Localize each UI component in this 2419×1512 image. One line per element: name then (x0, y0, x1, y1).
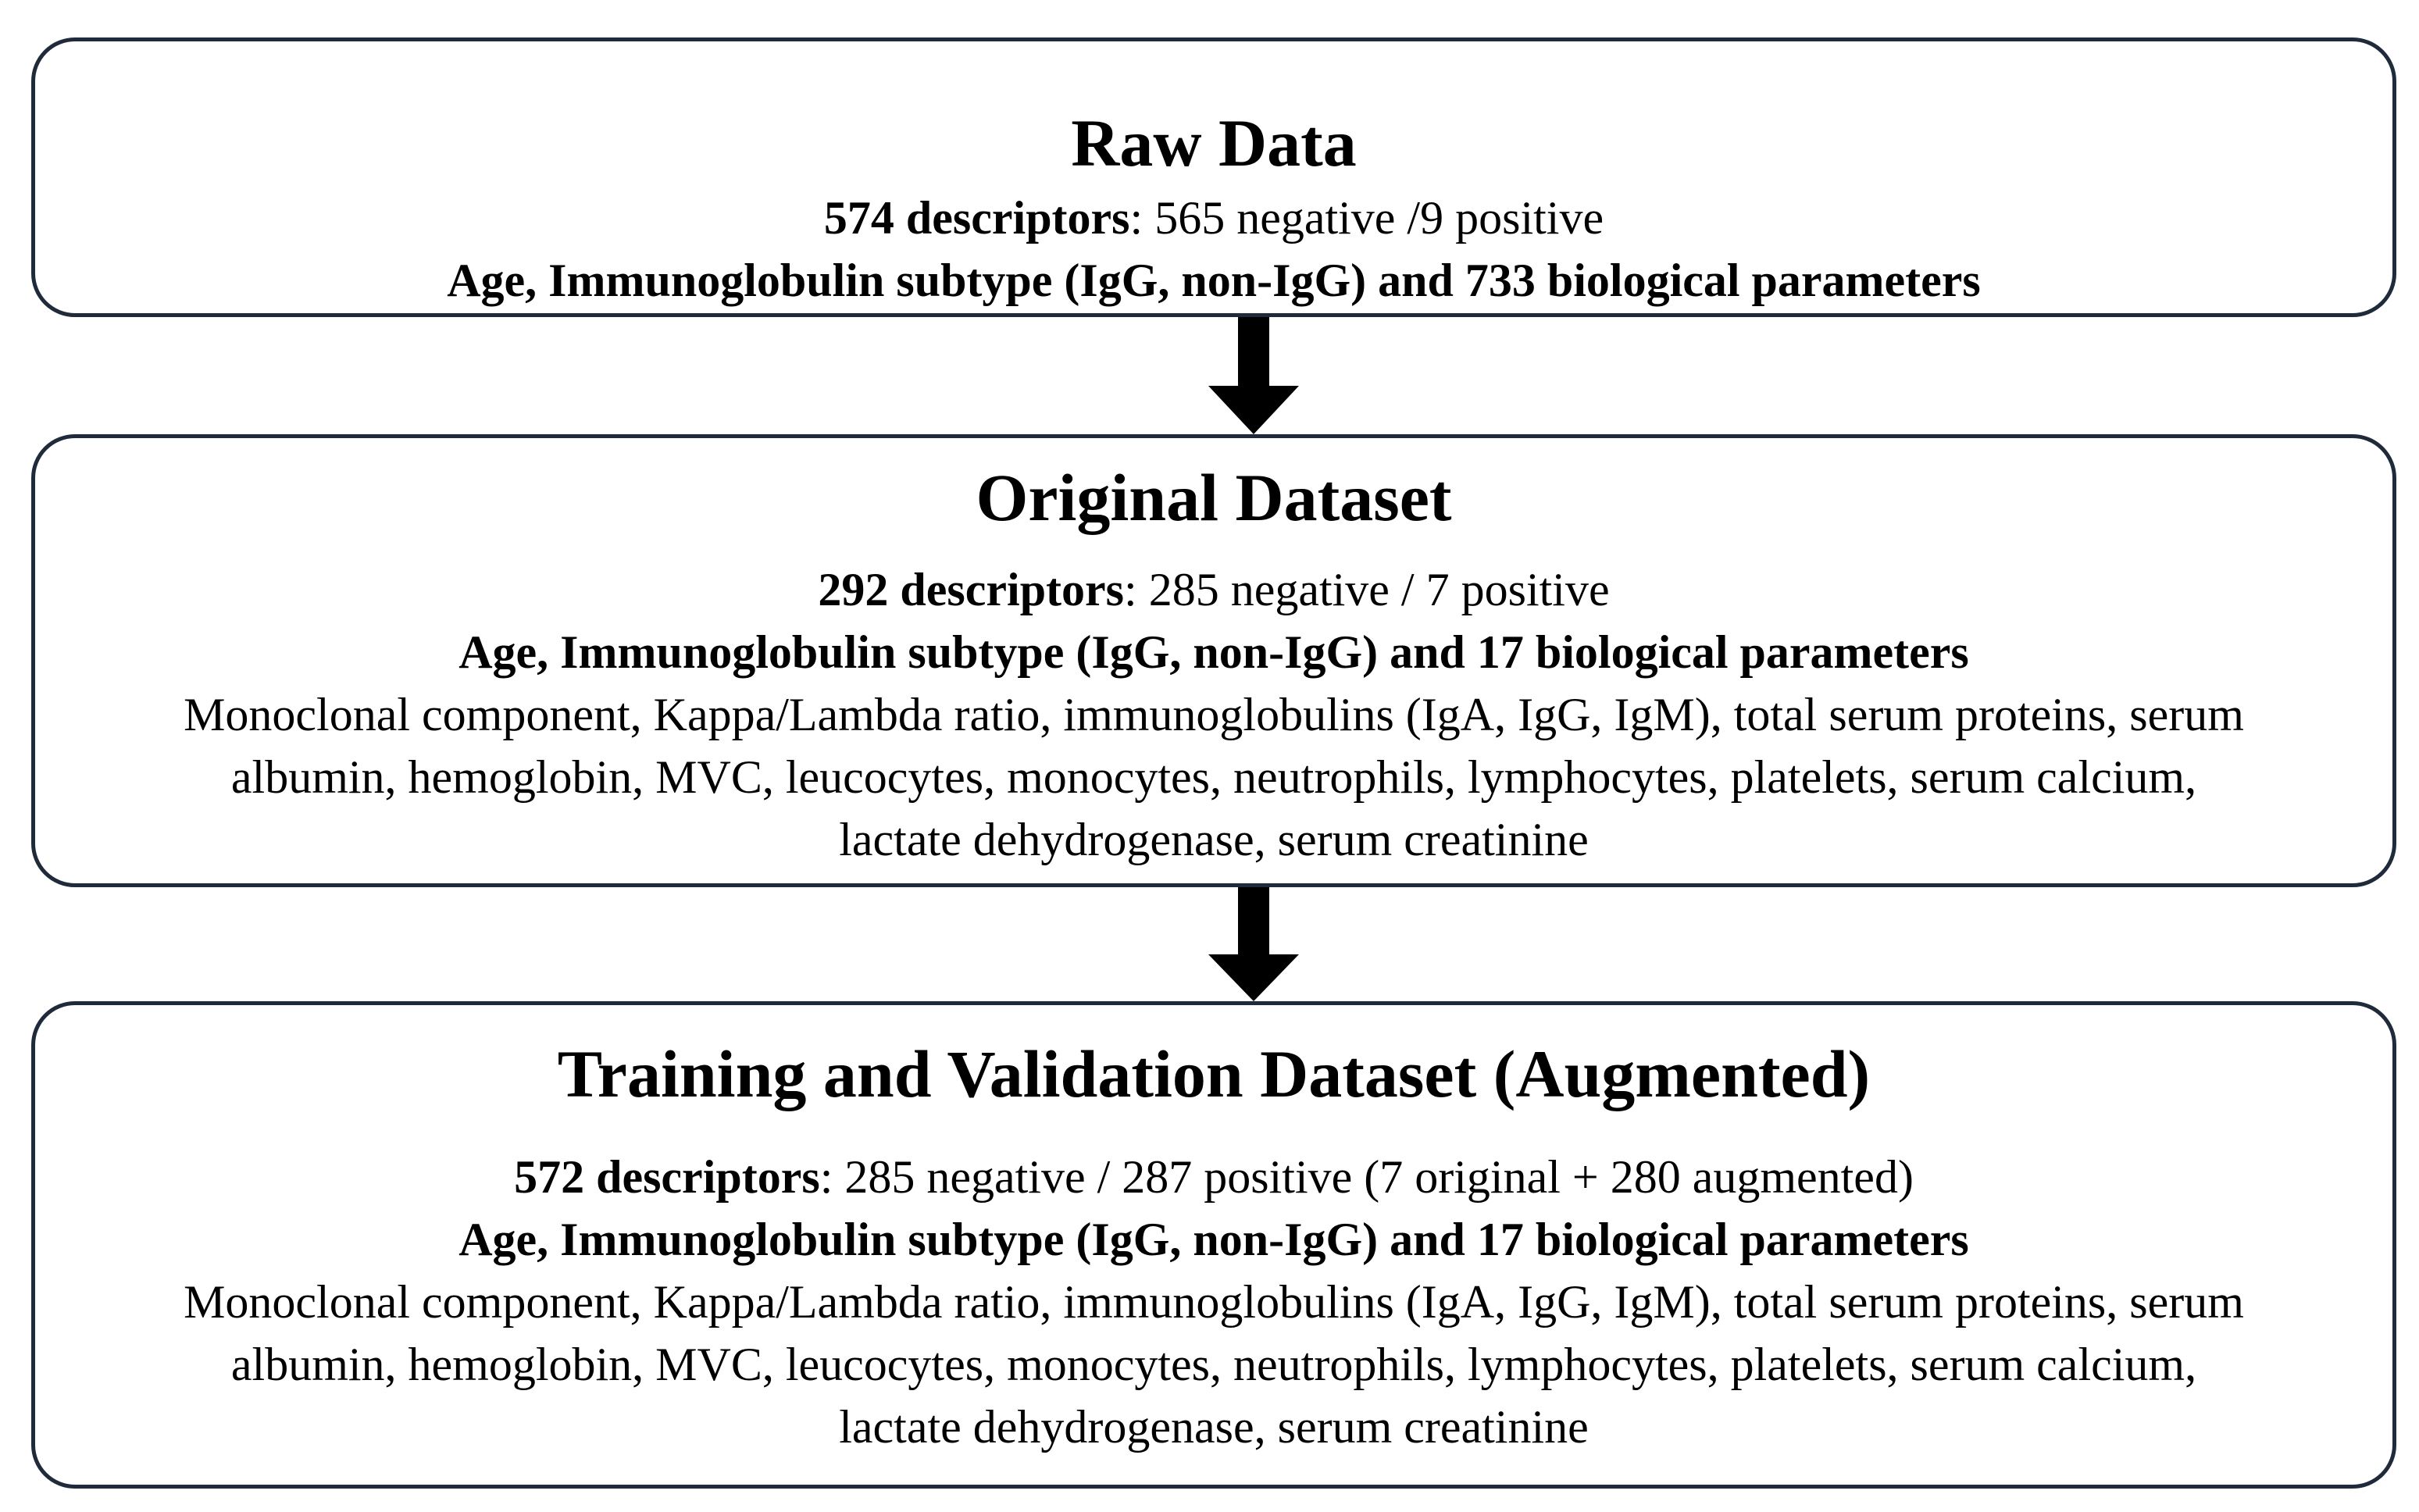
training-dataset-descriptors-count: 572 descriptors (514, 1151, 820, 1203)
training-dataset-parameters-line-2: albumin, hemoglobin, MVC, leucocytes, monocytes, neutrophils, lymphocytes, platelets, serum calcium, (230, 1339, 2197, 1390)
training-dataset-box (31, 1001, 2396, 1489)
raw-data-descriptors-count: 574 descriptors (823, 192, 1130, 244)
raw-data-features: Age, Immunoglobulin subtype (IgG, non-IgG) and 733 biological parameters (447, 255, 1981, 306)
training-dataset-features: Age, Immunoglobulin subtype (IgG, non-IgG) and 17 biological parameters (458, 1214, 1969, 1265)
down-arrow-2 (1207, 887, 1300, 1001)
arrow-down-icon (1207, 887, 1300, 1001)
original-dataset-box (31, 434, 2396, 887)
original-dataset-features: Age, Immunoglobulin subtype (IgG, non-IgG) and 17 biological parameters (458, 626, 1969, 678)
original-dataset-parameters-line-1: Monoclonal component, Kappa/Lambda ratio, immunoglobulins (IgA, IgG, IgM), total serum proteins, serum (184, 689, 2244, 740)
raw-data-descriptors-detail: : 565 negative /9 positive (1129, 192, 1604, 244)
training-dataset-descriptors-detail: : 285 negative / 287 positive (7 original + 280 augmented) (819, 1151, 1914, 1203)
training-dataset-descriptors (35, 1146, 2392, 1208)
original-dataset-title: Original Dataset (976, 460, 1452, 535)
original-dataset-descriptors-detail: : 285 negative / 7 positive (1124, 564, 1610, 615)
training-dataset-parameters-line-3: lactate dehydrogenase, serum creatinine (839, 1401, 1589, 1453)
training-dataset-title: Training and Validation Dataset (Augmented) (557, 1036, 1871, 1111)
raw-data-title: Raw Data (1071, 105, 1357, 180)
raw-data-descriptors (35, 187, 2392, 249)
raw-data-box (31, 37, 2396, 317)
training-dataset-parameters-line-1: Monoclonal component, Kappa/Lambda ratio, immunoglobulins (IgA, IgG, IgM), total serum proteins, serum (184, 1276, 2244, 1328)
original-dataset-descriptors-count: 292 descriptors (818, 564, 1125, 615)
down-arrow-1 (1207, 317, 1300, 434)
original-dataset-parameters-line-2: albumin, hemoglobin, MVC, leucocytes, monocytes, neutrophils, lymphocytes, platelets, serum calcium, (230, 751, 2197, 803)
original-dataset-descriptors (35, 558, 2392, 621)
arrow-down-icon (1207, 317, 1300, 434)
original-dataset-parameters-line-3: lactate dehydrogenase, serum creatinine (839, 814, 1589, 865)
